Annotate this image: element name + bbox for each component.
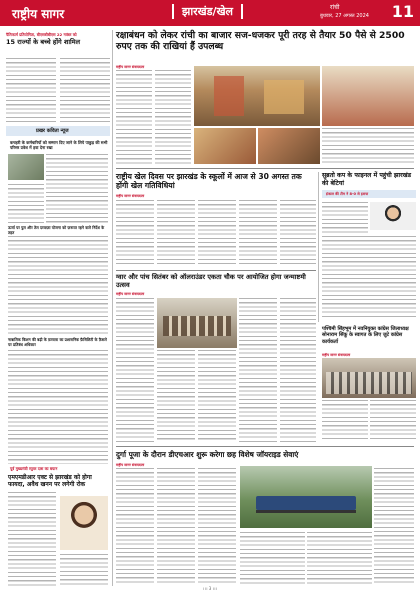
story4-body: [8, 350, 108, 464]
event-headline: ग्वार और पांच सितंबर को ऑलराउंडर एकता चौक पर आयोजित होगा जन्माष्टमी उत्सव: [116, 273, 306, 290]
durga-body-5: [374, 468, 414, 584]
market-photo-2: [322, 66, 414, 126]
meeting-body-2: [370, 400, 416, 442]
meeting-headline: पश्चिमी सिंहभूम में नवनियुक्त कांग्रेस जिलाध्यक्ष सोनाराम सिंकू के स्वागत के लिए जुटे कांग्रेस कार्यकर्ता: [322, 326, 409, 345]
subroto-headline: सुब्रतो कप के फाइनल में पहुंची झारखंड की बेटियां: [322, 172, 412, 187]
event-body-5: [280, 298, 316, 442]
event-byline: राष्ट्रीय सागर संवाददाता: [116, 292, 145, 296]
durga-headline: दुर्गा पूजा के दौरान डीएचआर शुरू करेगा छह विशेष जॉयराइड सेवाएं: [116, 450, 299, 459]
page-number: 11: [391, 2, 414, 21]
city: रांची: [330, 4, 340, 11]
sports-body-3: [198, 200, 236, 266]
story5-headline: एमएमडीआर एक्ट से झारखंड को होगा फायदा, अवैध खनन पर लगेगी रोक: [8, 474, 92, 489]
market-photo-1: [194, 66, 320, 126]
top-story-body-3: [322, 128, 414, 164]
durga-body-4a: [240, 532, 305, 584]
story5-body: [8, 492, 56, 586]
sports-day-byline: राष्ट्रीय सागर संवाददाता: [116, 194, 145, 198]
story2-headline: कचहरी के कर्मचारियों को सम्मान दिए जाने के लिये पाकुड़ की सभी परिसर प्रवेश में हवा देना रखा: [10, 140, 108, 150]
top-story-headline: रक्षाबंधन को लेकर रांची का बाजार सज-धजकर पूरी तरह से तैयार 50 पैसे से 2500 रुपए तक की राखियां हैं उपलब्ध: [116, 30, 405, 52]
left-kicker: पैलिफार्म प्रतियोगिता, बीएसबीबीएस 22 नवंबर को: [6, 32, 77, 37]
box-title-band: [6, 126, 110, 136]
section-name: झारखंड/खेल: [172, 4, 243, 19]
player-photo: [370, 202, 416, 230]
rakhi-photo-1: [194, 128, 256, 164]
story3-headline: ऊर्जा पर पुल और तेल दरवाज़ा योजना को ज़रूरत रहने वाले निर्देश के तहत: [8, 225, 105, 235]
top-story-byline: राष्ट्रीय सागर संवाददाता: [116, 65, 145, 69]
subroto-body-1: [322, 202, 368, 234]
event-body-4: [239, 298, 277, 442]
story5-body-b: [60, 554, 108, 586]
date: बुधवार, 27 अगस्त 2024: [320, 13, 369, 19]
column-divider: [112, 30, 113, 586]
event-body-1: [116, 298, 154, 442]
durga-body-1: [116, 468, 154, 584]
brand-name: राष्ट्रीय सागर: [12, 7, 65, 21]
rakhi-photo-2: [258, 128, 320, 164]
raghubar-das-photo: [60, 496, 108, 550]
page-footer: ।।। 3 ।।।: [202, 586, 218, 591]
event-body-3: [198, 350, 236, 442]
story2-body: [46, 154, 108, 224]
durga-byline: राष्ट्रीय सागर संवाददाता: [116, 463, 145, 467]
section-rule: [116, 168, 414, 169]
event-body-2: [157, 350, 195, 442]
box-title: प्रखर कविता न्यूज: [36, 128, 69, 134]
story4-headline: नाबालिक किशन की बढ़ी के फ़रवारा का प्रशासनिक फ़ैसिलिटी के फ़ैसले पर प्रतिबंध अधिकार: [8, 337, 107, 347]
meeting-body-1: [322, 400, 368, 442]
sports-body-2: [157, 200, 195, 266]
subroto-subhead-band: [322, 190, 416, 198]
top-story-body-2: [155, 70, 191, 166]
story2-body-b: [8, 184, 44, 224]
left-body-2: [60, 58, 110, 122]
meeting-photo: [322, 358, 416, 398]
left-body-1: [6, 58, 56, 122]
durga-body-2: [157, 468, 195, 584]
masthead: [0, 0, 420, 26]
durga-body-3: [198, 468, 236, 584]
durga-body-4b: [307, 532, 372, 584]
column-divider: [318, 172, 319, 322]
story3-body: [8, 236, 108, 334]
sports-body-4: [239, 200, 277, 266]
sports-body-5: [280, 200, 316, 266]
subroto-body-2: [322, 236, 416, 320]
story2-photo: [8, 154, 44, 180]
toy-train-photo: [240, 466, 372, 528]
left-headline: 15 राज्यों के बच्चे होंगे शामिल: [6, 38, 81, 46]
sports-body-1: [116, 200, 154, 266]
left-column: [6, 32, 110, 46]
event-photo: [157, 298, 237, 348]
top-story-body-1: [116, 70, 152, 166]
section-rule: [116, 446, 414, 447]
sports-day-headline: राष्ट्रीय खेल दिवस पर झारखंड के स्कूलों में आज से 30 अगस्त तक होंगी खेल गतिविधियां: [116, 172, 302, 191]
subroto-subhead: इंफाल की टीम ने 8-0 से हराया: [326, 192, 369, 196]
story5-kicker: पूर्व मुख्यमंत्री रघुवर दास का बयान: [10, 466, 58, 471]
section-rule: [116, 270, 316, 271]
meeting-byline: राष्ट्रीय सागर संवाददाता: [322, 353, 351, 357]
